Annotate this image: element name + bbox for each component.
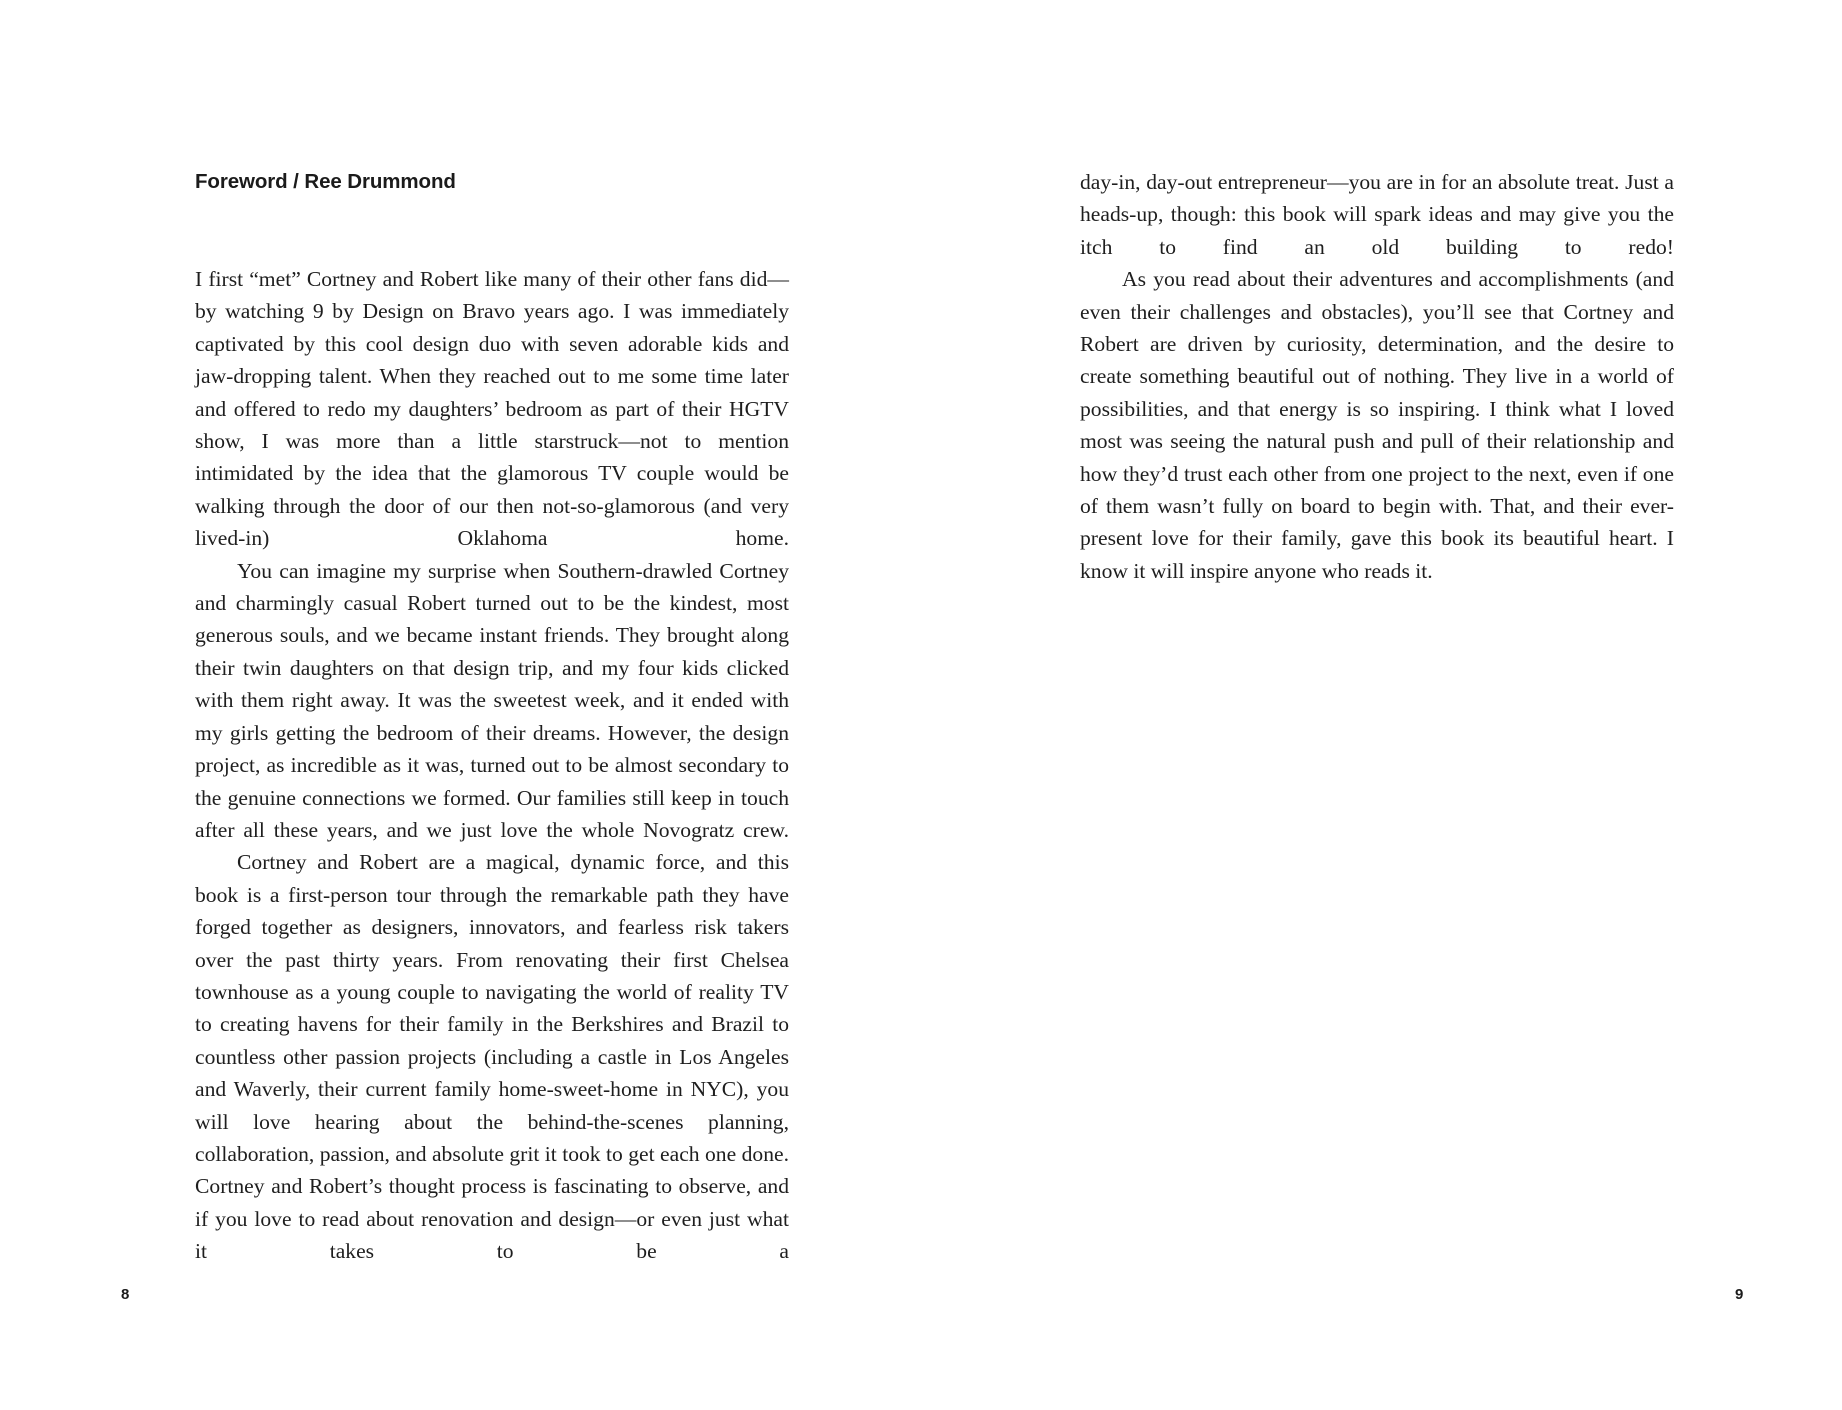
left-page-body (195, 263, 789, 1268)
page-number: 8 (121, 1286, 130, 1303)
paragraph: Cortney and Robert are a magical, dynamic force, and this book is a first-person tour through the remarkable path they have forged together as designers, innovators, and fearless risk takers over the past thirty years. From renovating their first Chelsea townhouse as a young couple to navigating the world of reality TV to creating havens for their family in the Berkshires and Brazil to countless other passion projects (including a castle in Los Angeles and Waverly, their current family home-sweet-home in NYC), you will love hearing about the behind-the-scenes planning, collaboration, passion, and absolute grit it took to get each one done. Cortney and Robert’s thought process is fascinating to observe, and if you love to read about renovation and design—or even just what it takes to be a (195, 850, 789, 1264)
foreword-heading: Foreword / Ree Drummond (195, 170, 456, 193)
right-page (921, 0, 1842, 1410)
paragraph: I first “met” Cortney and Robert like many of their other fans did—by watching 9 by Design on Bravo years ago. I was immediately captivated by this cool design duo with seven adorable kids and jaw-dropping talent. When they reached out to me some time later and offered to redo my daughters’ bedroom as part of their HGTV show, I was more than a little starstruck—not to mention intimidated by the idea that the glamorous TV couple would be walking through the door of our then not-so-glamorous (and very lived-in) Oklahoma home. (195, 267, 789, 551)
paragraph: As you read about their adventures and accomplishments (and even their challenges and obstacles), you’ll see that Cortney and Robert are driven by curiosity, determination, and the desire to create something beautiful out of nothing. They live in a world of possibilities, and that energy is so inspiring. I think what I loved most was seeing the natural push and pull of their relationship and how they’d trust each other from one project to the next, even if one of them wasn’t fully on board to begin with. That, and their ever-present love for their family, gave this book its beautiful heart. I know it will inspire anyone who reads it. (1080, 267, 1674, 583)
right-page-body (1080, 166, 1674, 587)
paragraph: You can imagine my surprise when Southern-drawled Cortney and charmingly casual Robert turned out to be the kindest, most generous souls, and we became instant friends. They brought along their twin daughters on that design trip, and my four kids clicked with them right away. It was the sweetest week, and it ended with my girls getting the bedroom of their dreams. However, the design project, as incredible as it was, turned out to be almost secondary to the genuine connections we formed. Our families still keep in touch after all these years, and we just love the whole Novogratz crew. (195, 558, 789, 842)
page-number: 9 (1735, 1286, 1744, 1303)
paragraph: day-in, day-out entrepreneur—you are in for an absolute treat. Just a heads-up, though: this book will spark ideas and may give you the itch to find an old building to redo! (1080, 170, 1674, 259)
